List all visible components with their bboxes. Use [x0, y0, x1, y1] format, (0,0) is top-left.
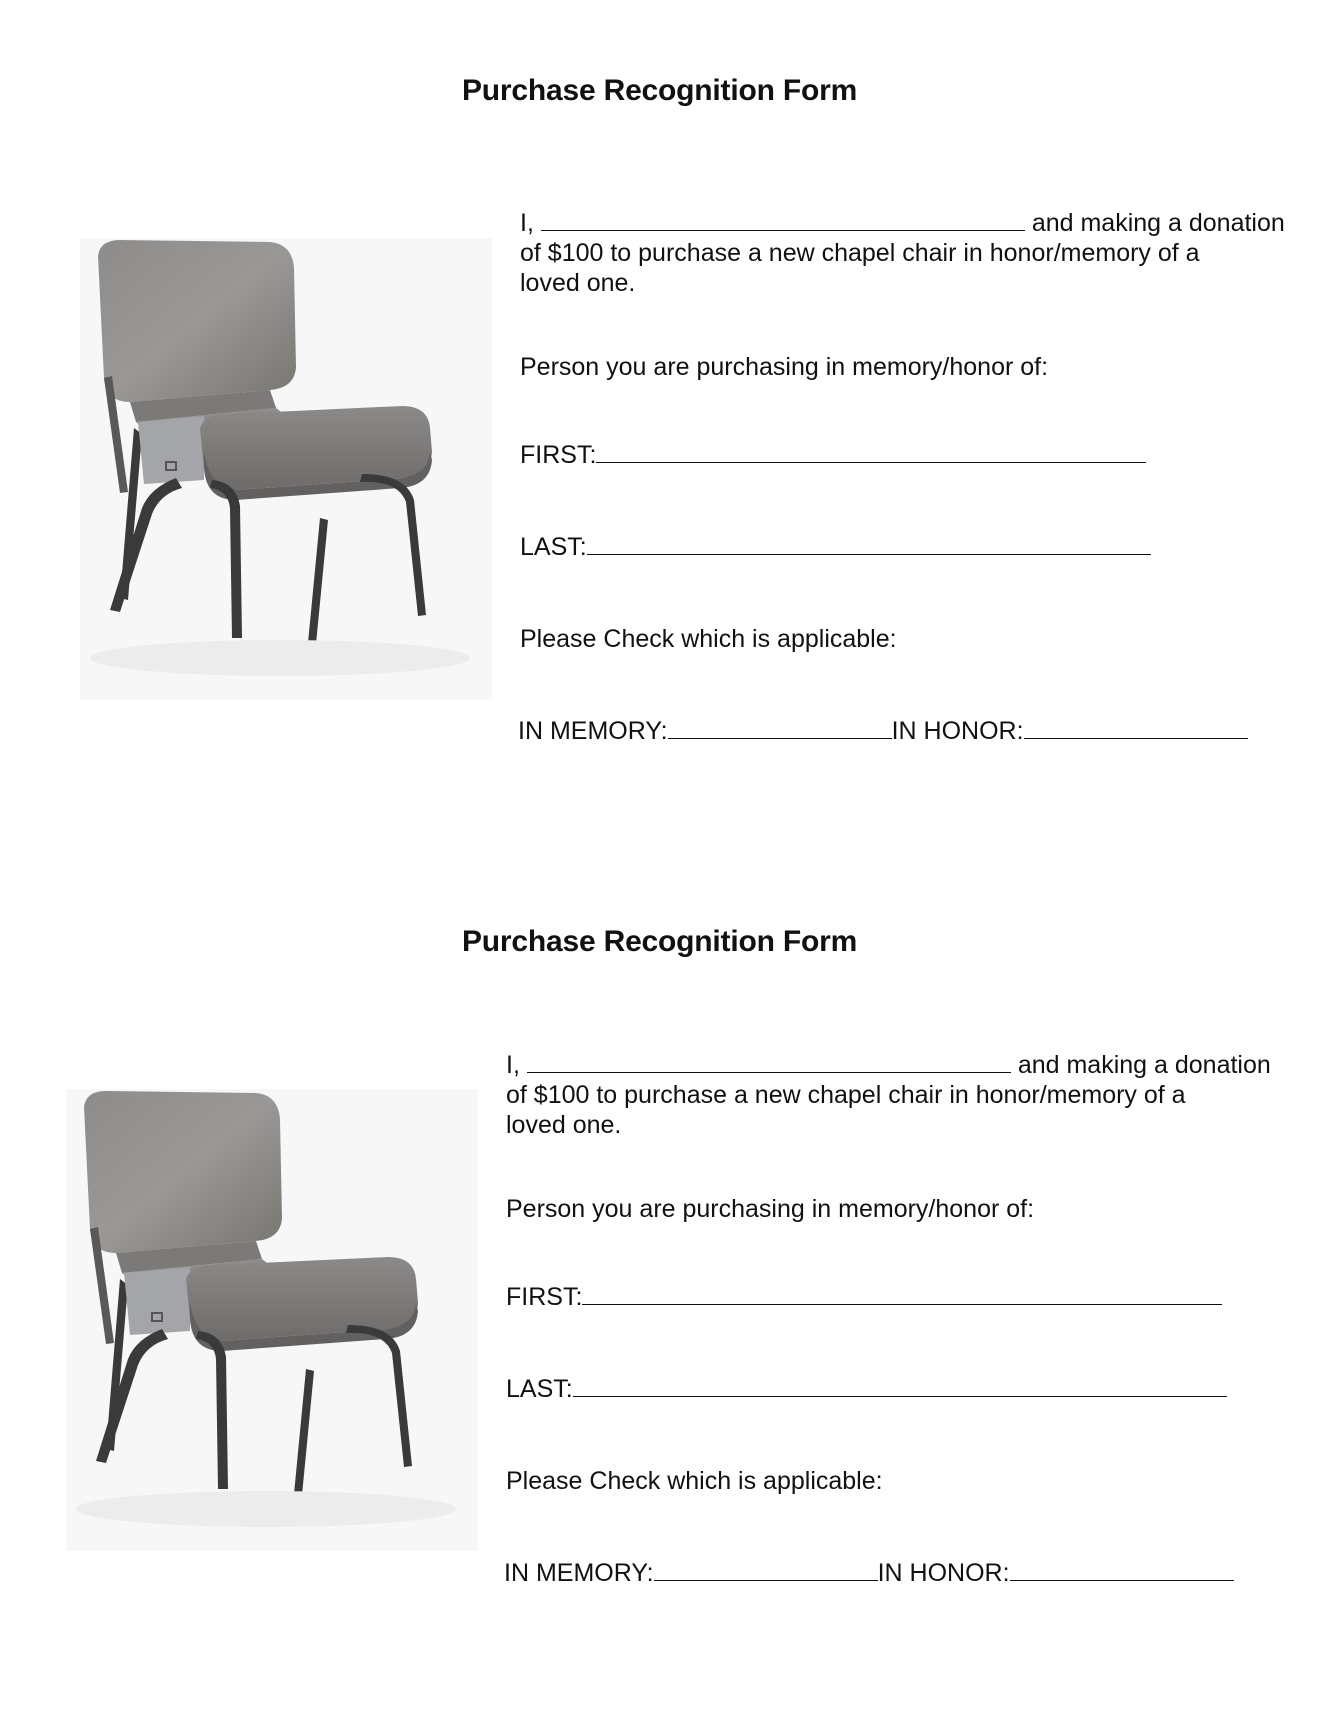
first-name-row — [520, 440, 1146, 470]
last-label: LAST: — [506, 1375, 573, 1403]
honor-label: IN HONOR: — [877, 1559, 1010, 1587]
form-title: Purchase Recognition Form — [462, 74, 858, 107]
memory-check-field[interactable] — [668, 716, 892, 739]
recognition-form-1 — [0, 0, 1329, 850]
check-prompt: Please Check which is applicable: — [506, 1467, 883, 1495]
memory-label: IN MEMORY: — [504, 1559, 654, 1587]
person-prompt: Person you are purchasing in memory/honor of: — [506, 1195, 1035, 1223]
last-name-row — [506, 1374, 1227, 1404]
pledge-line-1 — [506, 1050, 1271, 1080]
chapel-chair-image — [80, 238, 492, 700]
memory-check-field[interactable] — [654, 1558, 878, 1581]
last-name-row — [520, 532, 1151, 562]
pledge-line-2: of $100 to purchase a new chapel chair in honor/memory of a — [520, 239, 1200, 267]
first-name-field[interactable] — [596, 440, 1146, 463]
memory-honor-row — [518, 716, 1248, 746]
last-name-field[interactable] — [573, 1374, 1227, 1397]
person-prompt: Person you are purchasing in memory/honor of: — [520, 353, 1049, 381]
memory-honor-row — [504, 1558, 1234, 1588]
last-name-field[interactable] — [587, 532, 1151, 555]
pledge-suffix: and making a donation — [1031, 209, 1285, 237]
last-label: LAST: — [520, 533, 587, 561]
donor-name-field[interactable] — [541, 208, 1025, 231]
recognition-form-2 — [0, 847, 1329, 1697]
pledge-suffix: and making a donation — [1017, 1051, 1271, 1079]
honor-check-field[interactable] — [1024, 716, 1248, 739]
first-label: FIRST: — [506, 1283, 583, 1311]
check-prompt: Please Check which is applicable: — [520, 625, 897, 653]
honor-label: IN HONOR: — [891, 717, 1024, 745]
chapel-chair-image — [66, 1089, 478, 1551]
first-name-field[interactable] — [582, 1282, 1222, 1305]
honor-check-field[interactable] — [1010, 1558, 1234, 1581]
pledge-line-1 — [520, 208, 1285, 238]
memory-label: IN MEMORY: — [518, 717, 668, 745]
pledge-line-3: loved one. — [506, 1111, 622, 1139]
donor-name-field[interactable] — [527, 1050, 1011, 1073]
first-label: FIRST: — [520, 441, 597, 469]
pledge-line-2: of $100 to purchase a new chapel chair in honor/memory of a — [506, 1081, 1186, 1109]
pledge-line-3: loved one. — [520, 269, 636, 297]
pledge-prefix: I, — [520, 209, 534, 237]
form-title: Purchase Recognition Form — [462, 925, 858, 958]
pledge-prefix: I, — [506, 1051, 520, 1079]
first-name-row — [506, 1282, 1222, 1312]
